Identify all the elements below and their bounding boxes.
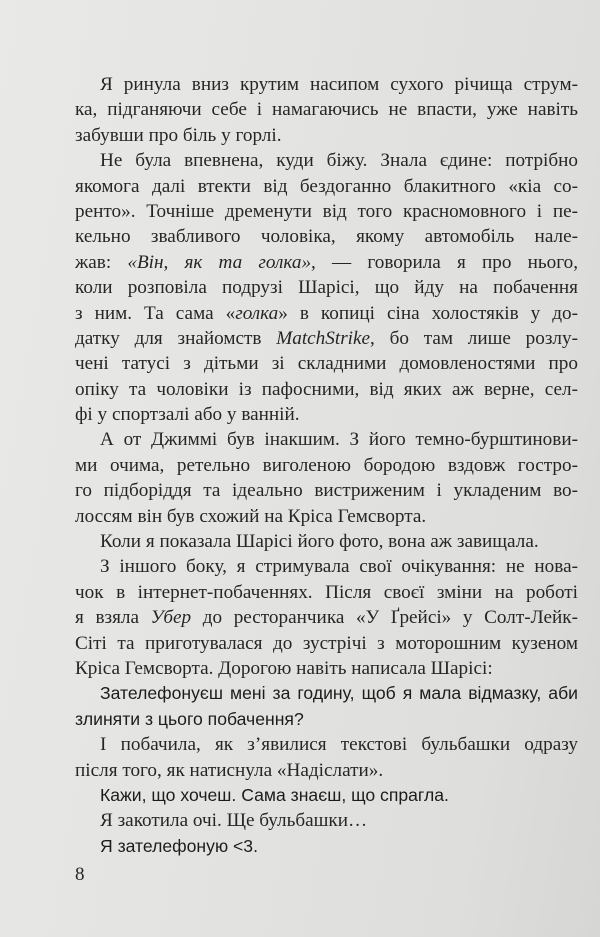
text-message-line — [75, 707, 578, 732]
text-segment: злиняти з цього побачення? — [75, 708, 304, 729]
text-line — [75, 529, 578, 554]
text-line — [75, 580, 578, 605]
text-line — [75, 224, 578, 249]
text-segment: я взяла — [75, 607, 151, 629]
text-segment: жав: — [75, 251, 128, 273]
text-line — [75, 250, 578, 275]
text-segment: датку для знайомств — [75, 327, 277, 349]
text-segment: ка, підганяючи себе і намагаючись не впасти, уже навіть — [75, 99, 578, 121]
text-line — [75, 326, 578, 351]
text-segment: , — говорила я про нього, — [311, 251, 579, 273]
text-line — [75, 758, 578, 783]
text-line — [75, 97, 578, 122]
text-line — [75, 123, 578, 148]
text-segment: чені татусі з дітьми зі складними домовленостями про — [75, 353, 578, 375]
text-line — [75, 174, 578, 199]
text-line — [75, 275, 578, 300]
text-message-line — [75, 783, 578, 808]
text-line — [75, 148, 578, 173]
text-segment: лоссям він був схожий на Кріса Гемсворта. — [75, 505, 427, 527]
text-line — [75, 301, 578, 326]
text-line — [75, 478, 578, 503]
text-line — [75, 427, 578, 452]
text-segment: Я закотила очі. Ще бульбашки… — [100, 810, 368, 832]
text-message-line — [75, 834, 578, 859]
text-segment: забувши про біль у горлі. — [75, 124, 282, 146]
text-segment: чок в інтернет-побаченнях. Після своєї зміни на роботі — [75, 581, 578, 603]
text-segment: ренто». Точніше дременути від того красномовного і пе- — [75, 200, 578, 222]
text-segment: , бо там лише розлу- — [370, 327, 578, 349]
italic-text: «Він, як та голка» — [127, 251, 312, 273]
text-segment: » в копиці сіна холостяків у до- — [278, 302, 578, 324]
text-segment: Я ринула вниз крутим насипом сухого річища струм- — [100, 74, 578, 95]
text-line — [75, 351, 578, 376]
text-line — [75, 631, 578, 656]
text-segment: коли розповіла подрузі Шарісі, що йду на побачення — [75, 277, 578, 299]
text-segment: Кажи, що хочеш. Сама знаєш, що спрагла. — [100, 784, 449, 805]
text-segment: фі у спортзалі або у ванній. — [75, 404, 300, 426]
text-segment: опіку та чоловіки із пафосними, від яких аж верне, сел- — [75, 378, 578, 400]
italic-text: MatchStrike — [276, 327, 371, 349]
text-segment: Зателефонуєш мені за годину, щоб я мала відмазку, аби — [100, 683, 578, 704]
text-message-line — [75, 681, 578, 706]
text-segment: Коли я показала Шарісі його фото, вона аж завищала. — [100, 531, 539, 553]
text-line — [75, 605, 578, 630]
text-line — [75, 808, 578, 833]
text-line — [75, 72, 578, 97]
text-line — [75, 732, 578, 757]
text-line — [75, 199, 578, 224]
text-segment: І побачила, як з’явилися текстові бульбашки одразу — [100, 734, 578, 756]
text-line — [75, 504, 578, 529]
text-segment: після того, як натиснула «Надіслати». — [75, 759, 384, 781]
text-line — [75, 377, 578, 402]
book-page-text — [75, 72, 578, 859]
page-number: 8 — [75, 864, 85, 885]
italic-text: голка — [235, 302, 279, 324]
text-line — [75, 554, 578, 579]
text-segment: А от Джиммі був інакшим. З його темно-бурштинови- — [100, 429, 578, 451]
text-segment: до ресторанчика «У Ґрейсі» у Солт-Лейк- — [191, 607, 578, 629]
italic-text: Убер — [150, 607, 192, 629]
text-segment: Не була впевнена, куди біжу. Знала єдине: потрібно — [100, 150, 578, 172]
text-segment: Я зателефоную <3. — [100, 835, 258, 856]
text-line — [75, 656, 578, 681]
text-segment: Сіті та приготувалася до зустрічі з моторошним кузеном — [75, 632, 578, 654]
text-line — [75, 402, 578, 427]
text-segment: з ним. Та сама « — [75, 302, 236, 324]
text-segment: З іншого боку, я стримувала свої очікування: не нова- — [100, 556, 578, 578]
text-line — [75, 453, 578, 478]
text-segment: го підборіддя та ідеально вистриженим і укладеним во- — [75, 480, 578, 502]
text-segment: якомога далі втекти від бездоганно блакитного «кіа со- — [75, 175, 578, 197]
text-segment: ми очима, ретельно виголеною бородою вздовж гостро- — [75, 454, 578, 476]
text-segment: Кріса Гемсворта. Дорогою навіть написала Шарісі: — [75, 657, 493, 679]
text-segment: кельно звабливого чоловіка, якому автомобіль нале- — [75, 226, 578, 248]
